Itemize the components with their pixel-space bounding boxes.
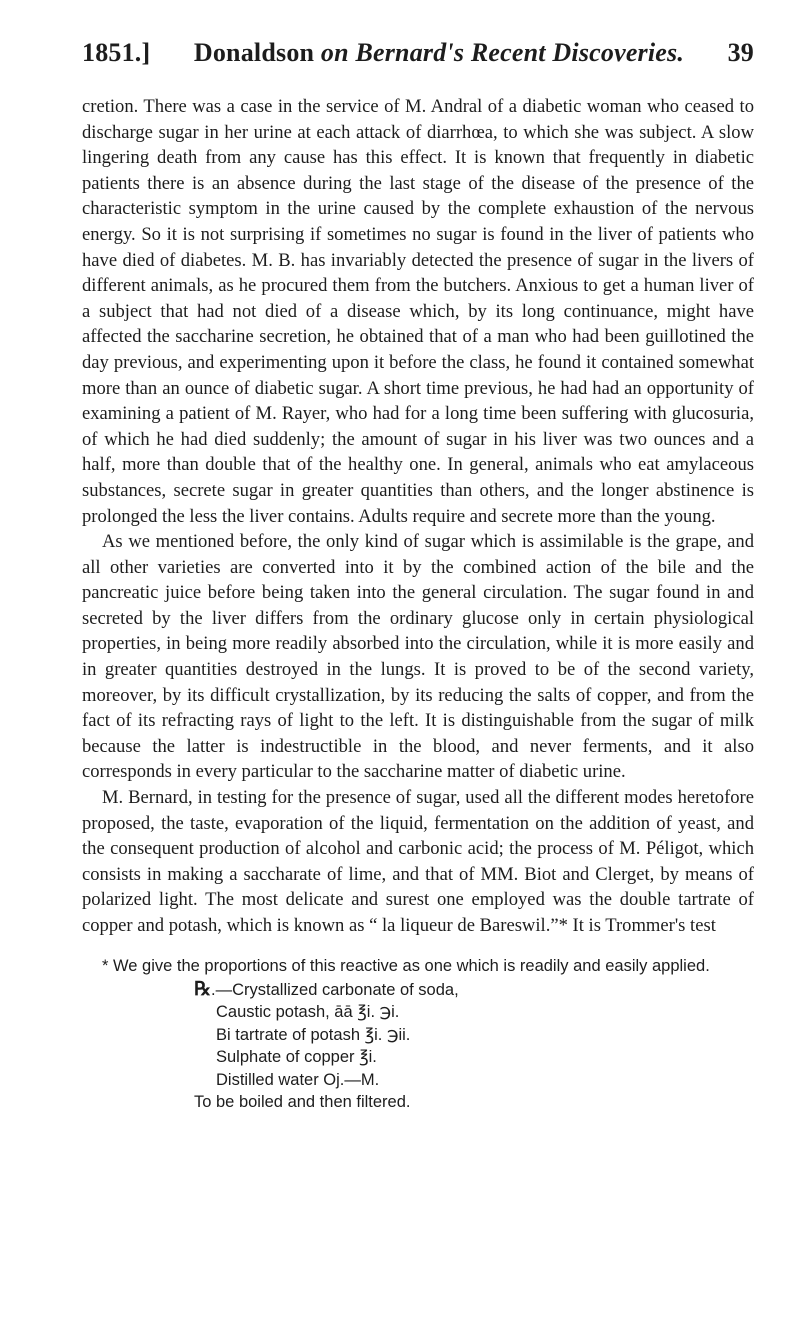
footnote-intro: * We give the proportions of this reactive as one which is readily and easily applied. (102, 956, 710, 975)
paragraph-1: cretion. There was a case in the service of M. Andral of a diabetic woman who ceased to discharge sugar in her urine at each attack of diarrhœa, to which she was subject. A slow lingering death from any cause has this effect. It is known that frequently in diabetic patients there is an absence during the last stage of the disease of the presence of the characteristic symptom in the urine caused by the complete exhaustion of the nervous energy. So it is not surprising if sometimes no sugar is found in the liver of patients who have died of diabetes. M. B. has invariably detected the presence of sugar in the livers of different animals, as he procured them from the butchers. Anxious to get a human liver of a subject that had not died of a disease which, by its long continuance, might have affected the saccharine secretion, he obtained that of a man who had been guillotined the day previous, and experimenting upon it before the class, he found it contained somewhat more than an ounce of diabetic sugar. A short time previous, he had had an opportunity of examining a patient of M. Rayer, who had for a long time been suffering with glucosuria, of which he had died suddenly; the amount of sugar in his liver was two ounces and a half, more than double that of the healthy one. In general, animals who eat amylaceous substances, secrete sugar in greater quantities than others, and the longer abstinence is prolonged the less the liver contains. Adults require and secrete more than the young. (82, 96, 754, 527)
volume-year: 1851.] (82, 38, 151, 67)
running-title (194, 38, 684, 68)
recipe (82, 979, 754, 1114)
rx-icon: ℞ (194, 978, 212, 1000)
paragraph-3: M. Bernard, in testing for the presence of sugar, used all the different modes heretofore proposed, the taste, evaporation of the liquid, fermentation on the addition of yeast, and the consequent production of alcohol and carbonic acid; the process of M. Péligot, which consists in making a saccharate of lime, and that of MM. Biot and Clerget, by means of polarized light. The most delicate and surest one employed was the double tartrate of copper and potash, which is known as “ la liqueur de Bareswil.”* It is Trommer's test (82, 787, 754, 936)
recipe-line-5: Distilled water Oj.—M. (216, 1070, 380, 1089)
running-head (82, 38, 754, 68)
article-body (82, 94, 754, 939)
recipe-closing: To be boiled and then filtered. (194, 1093, 411, 1112)
recipe-line-1 (194, 979, 754, 1002)
page-number: 39 (727, 38, 754, 67)
running-title-on: on (320, 38, 349, 67)
running-title-prefix: Donaldson (193, 38, 321, 67)
paragraph-2: As we mentioned before, the only kind of sugar which is assimilable is the grape, and all other varieties are converted into it by the combined action of the bile and the pancreatic juice before being taken into the general circulation. The sugar found in and secreted by the liver differs from the ordinary glucose only in certain physiological properties, in being more readily absorbed into the circulation, while it is more easily and in greater quantities destroyed in the lungs. It is proved to be of the second variety, moreover, by its difficult crystallization, by its reducing the salts of copper, and from the fact of its refracting rays of light to the left. It is distinguishable from the sugar of milk because the latter is indestructible in the blood, and never ferments, and it also corresponds in every particular to the saccharine matter of diabetic urine. (82, 531, 754, 783)
footnote (82, 955, 754, 1114)
running-title-italic: Bernard's Recent Discoveries. (355, 38, 685, 67)
recipe-ingredient: .—Crystallized carbonate of soda, (211, 980, 459, 999)
recipe-line-4: Sulphate of copper ℥i. (216, 1048, 377, 1067)
recipe-line-2: Caustic potash, āā ℥i. ℈i. (216, 1003, 400, 1022)
recipe-line-3: Bi tartrate of potash ℥i. ℈ii. (216, 1025, 411, 1044)
